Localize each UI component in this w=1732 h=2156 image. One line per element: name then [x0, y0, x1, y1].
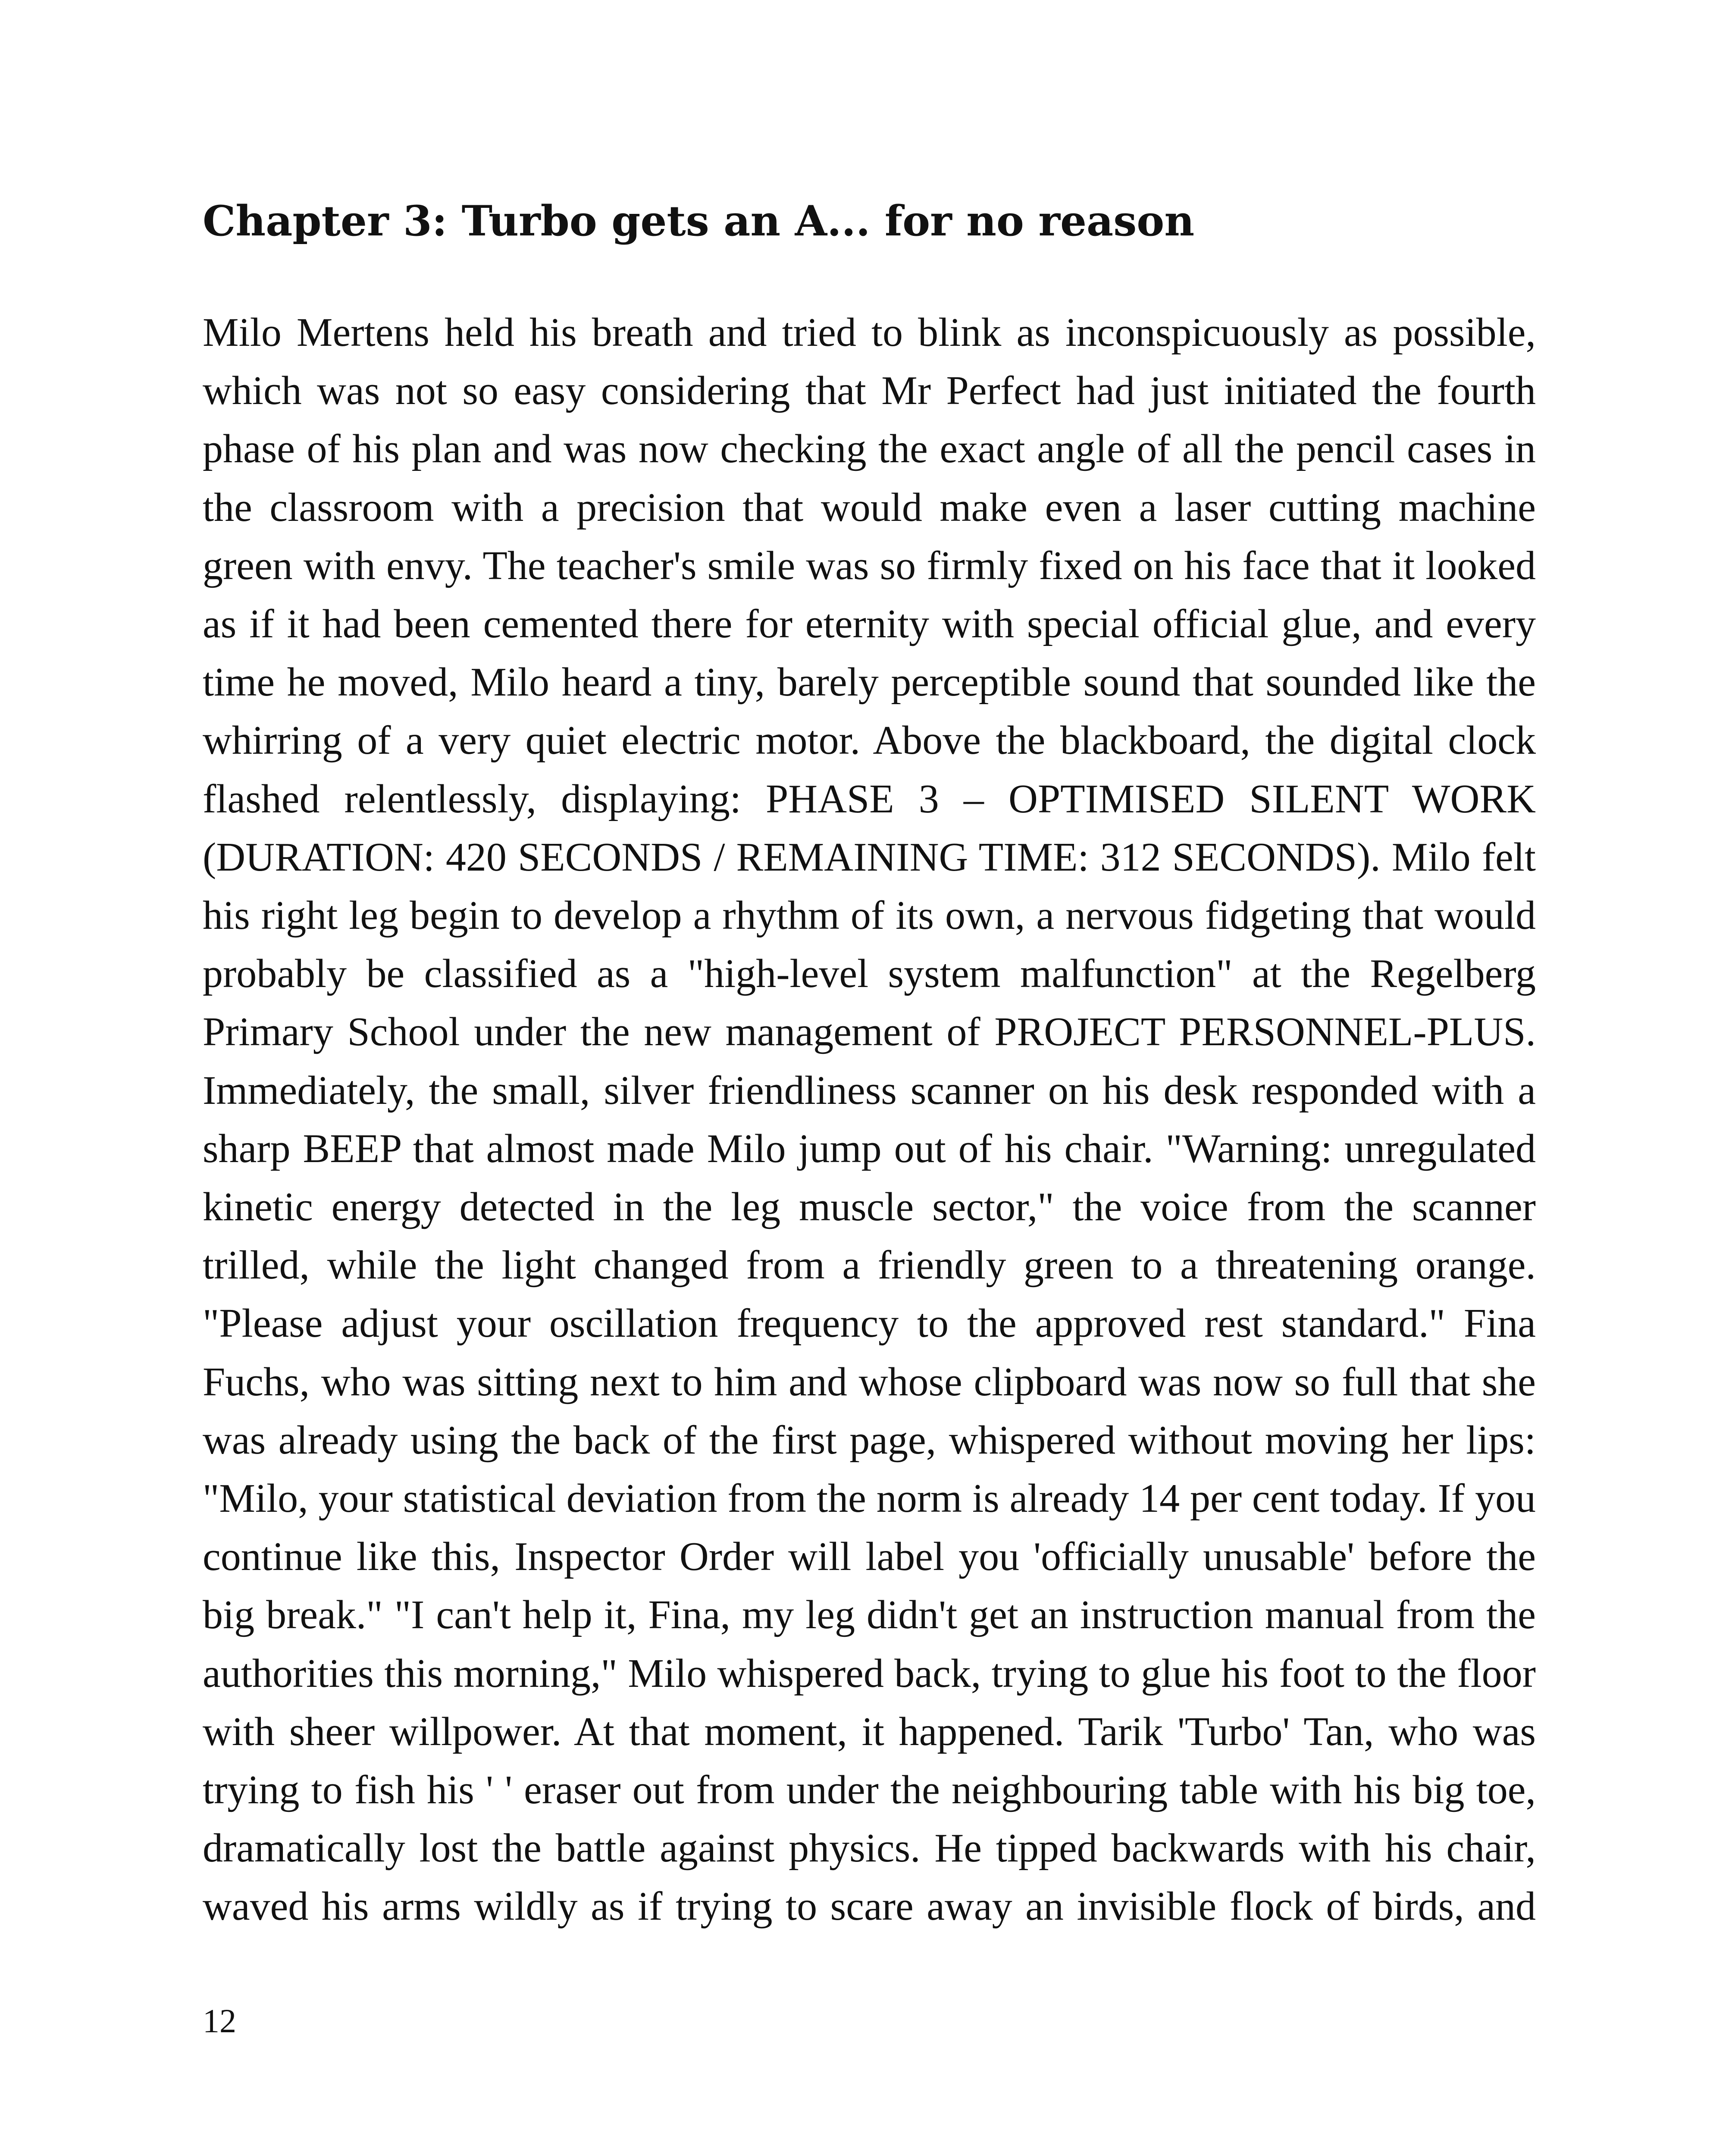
chapter-body-paragraph: Milo Mertens held his breath and tried to blink as inconspicuously as possible, which was not so easy considering that Mr Perfect had just initiated the fourth phase of his plan and was now checking the exact angle of all the pencil cases in the classroom with a precision that would make even a laser cutting machine green with envy. The teacher's smile was so firmly fixed on his face that it looked as if it had been cemented there for eternity with special official glue, and every time he moved, Milo heard a tiny, barely perceptible sound that sounded like the whirring of a very quiet electric motor. Above the blackboard, the digital clock flashed relentlessly, displaying: PHASE 3 – OPTIMISED SILENT WORK (DURATION: 420 SECONDS / REMAINING TIME: 312 SECONDS). Milo felt his right leg begin to develop a rhythm of its own, a nervous fidgeting that would probably be classified as a "high-level system malfunction" at the Regelberg Primary School under the new management of PROJECT PERSONNEL-PLUS. Immediately, the small, silver friendliness scanner on his desk responded with a sharp BEEP that almost made Milo jump out of his chair. "Warning: unregulated kinetic energy detected in the leg muscle sector," the voice from the scanner trilled, while the light changed from a friendly green to a threatening orange. "Please adjust your oscillation frequency to the approved rest standard." Fina Fuchs, who was sitting next to him and whose clipboard was now so full that she was already using the back of the first page, whispered without moving her lips: "Milo, your statistical deviation from the norm is already 14 per cent today. If you continue like this, Inspector Order will label you 'officially unusable' before the big break." "I can't help it, Fina, my leg didn't get an instruction manual from the authorities this morning," Milo whispered back, trying to glue his foot to the floor with sheer willpower. At that moment, it happened. Tarik 'Turbo' Tan, who was trying to fish his ' ' eraser out from under the neighbouring table with his big toe, dramatically lost the battle against physics. He tipped backwards with his chair, waved his arms wildly as if trying to scare away an invisible flock of birds, and [203, 310, 1536, 1929]
chapter-title: Chapter 3: Turbo gets an A... for no reason [203, 197, 1195, 245]
page-number: 12 [203, 2002, 236, 2040]
